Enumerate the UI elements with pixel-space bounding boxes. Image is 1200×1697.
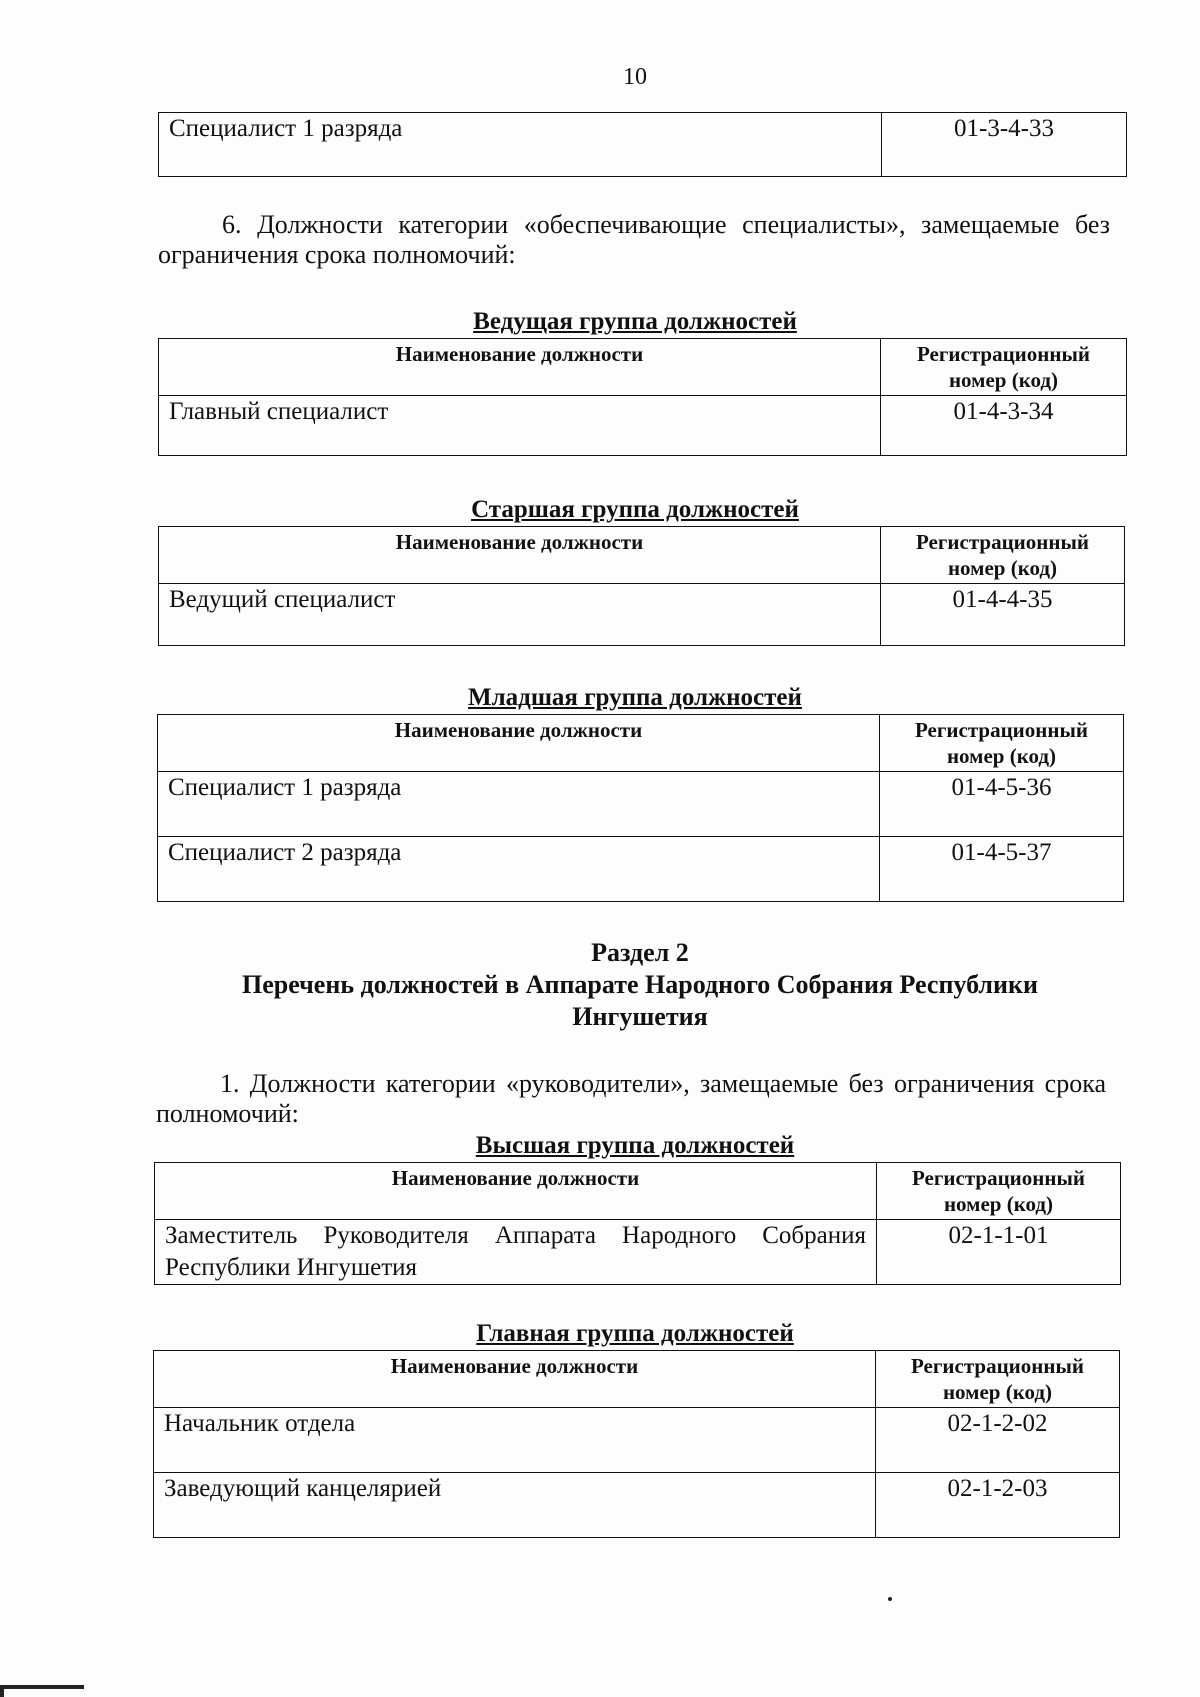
- position-name: Специалист 1 разряда: [158, 772, 880, 837]
- junior-group-table: [157, 714, 1124, 902]
- name-column-header: Наименование должности: [159, 527, 881, 584]
- table-header-row: [159, 339, 1127, 396]
- code-column-header: Регистрационный номер (код): [876, 1351, 1120, 1408]
- table-header-row: [159, 527, 1125, 584]
- table-row: [155, 1220, 1121, 1285]
- table-row: [154, 1408, 1120, 1473]
- code-column-header: Регистрационный номер (код): [877, 1163, 1121, 1220]
- name-column-header: Наименование должности: [158, 715, 880, 772]
- scan-edge-mark: [0, 1685, 84, 1689]
- group-title-junior: Младшая группа должностей: [468, 684, 802, 711]
- table-row: [159, 584, 1125, 646]
- position-name: Специалист 1 разряда: [159, 113, 882, 177]
- position-code: 02-1-1-01: [877, 1220, 1121, 1285]
- position-code: 01-4-5-36: [880, 772, 1124, 837]
- position-code: 02-1-2-02: [876, 1408, 1120, 1473]
- table-row: [154, 1473, 1120, 1538]
- table-header-row: [158, 715, 1124, 772]
- position-code: 01-4-3-34: [881, 396, 1127, 456]
- code-column-header: Регистрационный номер (код): [881, 339, 1127, 396]
- name-column-header: Наименование должности: [154, 1351, 876, 1408]
- group-title-main: Главная группа должностей: [476, 1320, 794, 1347]
- senior-group-table: [158, 526, 1125, 646]
- leading-group-table: [158, 338, 1127, 456]
- top-positions-table: [158, 112, 1127, 177]
- table-header-row: [154, 1351, 1120, 1408]
- position-code: 01-4-5-37: [880, 837, 1124, 902]
- name-column-header: Наименование должности: [159, 339, 881, 396]
- position-name: Главный специалист: [159, 396, 881, 456]
- group-title-leading: Ведущая группа должностей: [473, 308, 797, 335]
- position-name: Ведущий специалист: [159, 584, 881, 646]
- code-column-header: Регистрационный номер (код): [881, 527, 1125, 584]
- paragraph-support-specialists: 6. Должности категории «обеспечивающие специалисты», замещаемые без ограничения срока полномочий:: [158, 210, 1110, 269]
- group-title-highest: Высшая группа должностей: [475, 1132, 795, 1159]
- table-row: [159, 113, 1127, 177]
- code-column-header: Регистрационный номер (код): [880, 715, 1124, 772]
- page-number: 10: [623, 64, 647, 90]
- main-group-table: [153, 1350, 1120, 1538]
- table-header-row: [155, 1163, 1121, 1220]
- paragraph-leaders: 1. Должности категории «руководители», замещаемые без ограничения срока полномочий:: [156, 1069, 1106, 1128]
- scan-edge-mark: [0, 1685, 4, 1697]
- section-title-line2: Ингушетия: [572, 1002, 708, 1031]
- position-code: 02-1-2-03: [876, 1473, 1120, 1538]
- scan-dot: [888, 1597, 892, 1601]
- table-row: [158, 837, 1124, 902]
- section-title-line1: Перечень должностей в Аппарате Народного Собрания Республики: [242, 970, 1038, 999]
- table-row: [159, 396, 1127, 456]
- name-column-header: Наименование должности: [155, 1163, 877, 1220]
- position-code: 01-3-4-33: [882, 113, 1127, 177]
- position-code: 01-4-4-35: [881, 584, 1125, 646]
- position-name: Заместитель Руководителя Аппарата Народного Собрания Республики Ингушетия: [155, 1220, 877, 1285]
- position-name: Заведующий канцелярией: [154, 1473, 876, 1538]
- position-name: Специалист 2 разряда: [158, 837, 880, 902]
- group-title-senior: Старшая группа должностей: [471, 496, 799, 523]
- highest-group-table: [154, 1162, 1121, 1285]
- table-row: [158, 772, 1124, 837]
- section-label: Раздел 2: [591, 938, 689, 967]
- position-name: Начальник отдела: [154, 1408, 876, 1473]
